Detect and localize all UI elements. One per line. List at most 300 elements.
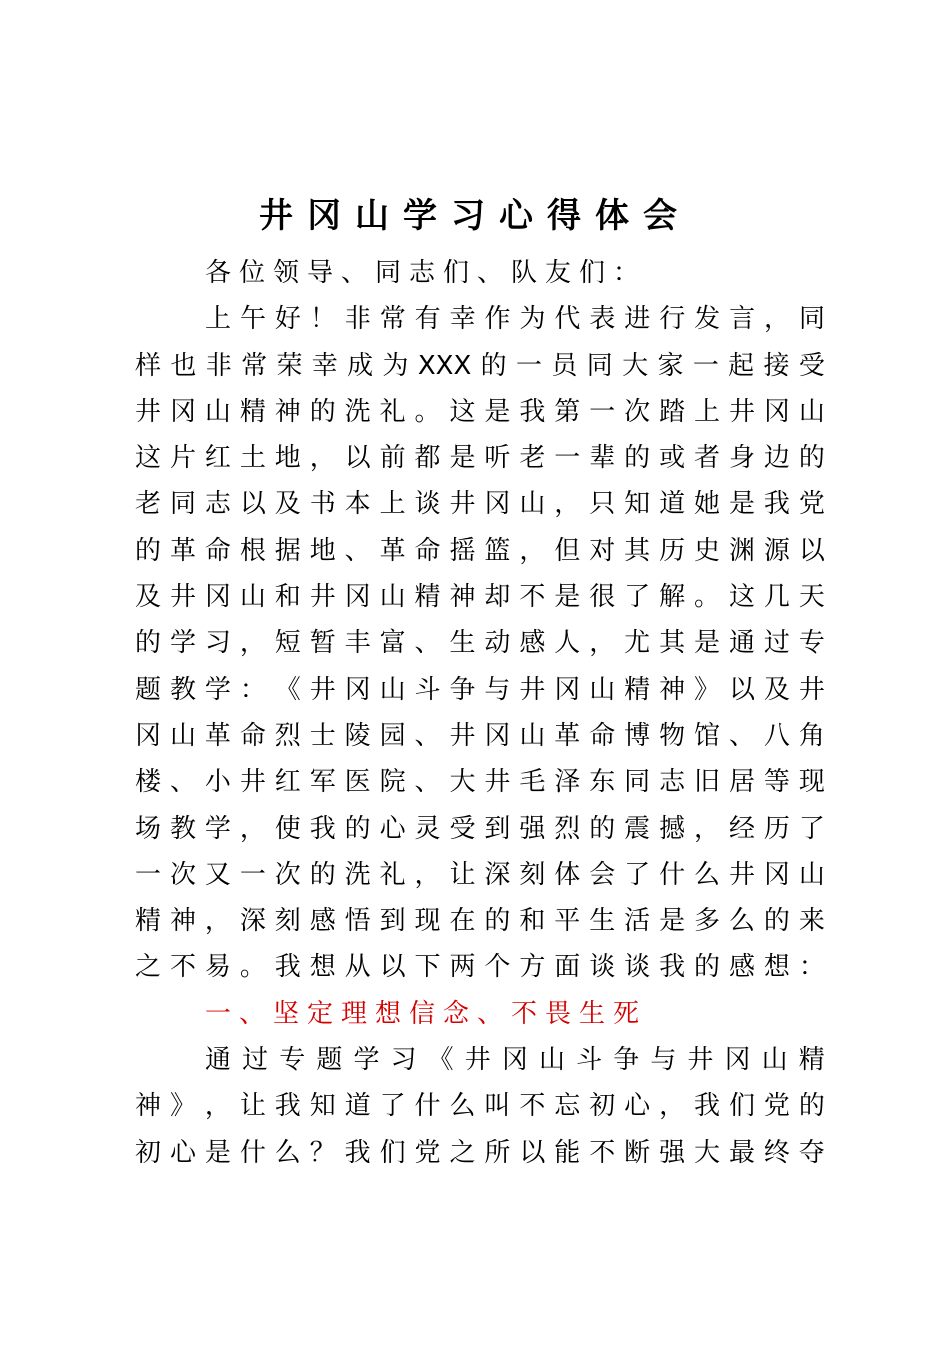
text-char: 神 (274, 396, 301, 427)
text-char: 冈 (484, 720, 511, 751)
text-char: 心 (379, 813, 406, 844)
text-char: 山 (761, 1045, 788, 1076)
text-char: 成 (347, 350, 374, 381)
text-char: 幸 (449, 304, 476, 335)
text-char: 烈 (554, 813, 581, 844)
text-char: 根 (239, 535, 266, 566)
text-char: 行 (659, 304, 686, 335)
text-char: ： (798, 952, 825, 983)
text-char: 烈 (274, 720, 301, 751)
text-char: ， (519, 535, 546, 566)
text-char: 个 (484, 952, 511, 983)
text-char: 等 (763, 767, 790, 798)
text-char: 次 (169, 859, 196, 890)
text-char: 的 (309, 396, 336, 427)
text-char: 物 (659, 720, 686, 751)
text-char: 我 (274, 1091, 301, 1122)
text-char: 以 (379, 952, 406, 983)
text-char: 精 (135, 906, 162, 937)
text-char: 却 (484, 582, 511, 613)
text-char: 边 (763, 443, 790, 474)
text-char: 、 (169, 767, 196, 798)
text-char: 发 (694, 304, 721, 335)
text-char: 不 (169, 952, 196, 983)
text-char: 让 (449, 859, 476, 890)
text-char: 经 (728, 813, 755, 844)
text-char: 习 (204, 628, 231, 659)
text-char: 冈 (554, 674, 581, 705)
text-char: 老 (135, 489, 162, 520)
text-char: 上 (379, 489, 406, 520)
text-char: 不 (519, 582, 546, 613)
text-char: 志 (659, 767, 686, 798)
text-char: 这 (449, 396, 476, 427)
text-char: 的 (798, 443, 825, 474)
text-char: 居 (728, 767, 755, 798)
text-char: 冈 (724, 1045, 751, 1076)
text-char: 忘 (554, 1091, 581, 1122)
text-char: 的 (309, 859, 336, 890)
text-char: 活 (624, 906, 651, 937)
text-char: 角 (798, 720, 825, 751)
text-char: ！ (309, 304, 336, 335)
text-char: 的 (484, 906, 511, 937)
text-char: 很 (589, 582, 616, 613)
text-char: 井 (728, 396, 755, 427)
text-char: 地 (309, 535, 336, 566)
text-char: 同 (169, 489, 196, 520)
text-char: 想 (309, 952, 336, 983)
text-char: 的 (798, 1091, 825, 1122)
text-char: 军 (309, 767, 336, 798)
text-char: 断 (624, 1137, 651, 1168)
text-char: 精 (239, 396, 266, 427)
text-char: 为 (382, 350, 409, 381)
section-paragraph-line (135, 1037, 825, 1083)
text-char: 或 (659, 443, 686, 474)
text-char: 几 (763, 582, 790, 613)
text-char: 丰 (344, 628, 371, 659)
text-char: 是 (449, 443, 476, 474)
text-char: 上 (694, 396, 721, 427)
text-char: 医 (344, 767, 371, 798)
text-char: 知 (309, 1091, 336, 1122)
salutation-line: 各位领导、同志们、队友们： (205, 258, 648, 288)
text-char: 书 (309, 489, 336, 520)
text-char: 的 (344, 813, 371, 844)
text-char: 叫 (484, 1091, 511, 1122)
text-char: 常 (241, 350, 268, 381)
text-char: 样 (135, 350, 162, 381)
paragraph-line (135, 852, 825, 898)
text-char: 山 (204, 396, 231, 427)
paragraph-line (135, 389, 825, 435)
text-char: 强 (519, 813, 546, 844)
paragraph-line (135, 713, 825, 759)
text-char: 及 (135, 582, 162, 613)
text-char: 。 (694, 582, 721, 613)
text-char: 精 (624, 674, 651, 705)
text-char: 初 (589, 1091, 616, 1122)
text-char: 革 (204, 720, 231, 751)
text-char: 争 (613, 1045, 640, 1076)
text-char: 井 (239, 767, 266, 798)
text-char: 我 (344, 1137, 371, 1168)
text-char: 党 (763, 1091, 790, 1122)
text-char: 夺 (798, 1137, 825, 1168)
text-char: 山 (519, 720, 546, 751)
text-char: 一 (239, 859, 266, 890)
text-char: 大 (694, 1137, 721, 1168)
text-char: 平 (554, 906, 581, 937)
text-char: 么 (694, 859, 721, 890)
text-char: 志 (204, 489, 231, 520)
text-char: ， (204, 906, 231, 937)
text-char: 有 (414, 304, 441, 335)
text-char: 非 (205, 350, 232, 381)
text-char: 以 (798, 535, 825, 566)
text-char: 到 (484, 813, 511, 844)
text-char: 地 (274, 443, 301, 474)
text-char: 山 (379, 674, 406, 705)
text-char: 暂 (309, 628, 336, 659)
text-char: 会 (589, 859, 616, 890)
text-char: 与 (650, 1045, 677, 1076)
text-char: 生 (449, 628, 476, 659)
text-char: 易 (204, 952, 231, 983)
text-char: 、 (728, 720, 755, 751)
text-char: 以 (519, 1137, 546, 1168)
text-char: 片 (169, 443, 196, 474)
text-char: 神 (659, 674, 686, 705)
text-char: 也 (170, 350, 197, 381)
text-char: 通 (728, 628, 755, 659)
text-char: 以 (239, 489, 266, 520)
text-char: 大 (449, 767, 476, 798)
text-char: 冈 (344, 582, 371, 613)
text-char: 泽 (554, 767, 581, 798)
text-char: 荣 (276, 350, 303, 381)
text-char: 。 (414, 396, 441, 427)
text-char: 山 (589, 674, 616, 705)
section-heading: 一、坚定理想信念、不畏生死 (205, 998, 648, 1029)
text-char: 了 (624, 582, 651, 613)
text-char: 我 (763, 489, 790, 520)
text-char: 踏 (659, 396, 686, 427)
paragraph-line (135, 898, 825, 944)
text-char: 教 (169, 813, 196, 844)
text-char: 下 (414, 952, 441, 983)
text-char: 神 (135, 1091, 162, 1122)
text-char: 的 (135, 535, 162, 566)
text-char: 谈 (589, 952, 616, 983)
text-char: 冈 (135, 720, 162, 751)
text-char: 悟 (344, 906, 371, 937)
text-char: 学 (353, 1045, 380, 1076)
text-char: ， (309, 443, 336, 474)
text-char: 斗 (576, 1045, 603, 1076)
text-char: 革 (379, 535, 406, 566)
text-char: 道 (659, 489, 686, 520)
paragraph-line (135, 759, 825, 805)
text-char: 对 (589, 535, 616, 566)
text-char: 次 (624, 396, 651, 427)
text-char: 生 (589, 906, 616, 937)
text-char: 党 (798, 489, 825, 520)
text-char: 强 (659, 1137, 686, 1168)
text-char: 八 (763, 720, 790, 751)
text-char: 现 (798, 767, 825, 798)
text-char: 命 (239, 720, 266, 751)
text-char: 身 (728, 443, 755, 474)
text-char: XXX (417, 350, 472, 381)
text-char: 不 (589, 1137, 616, 1168)
text-char: 渊 (728, 535, 755, 566)
text-char: 道 (344, 1091, 371, 1122)
text-char: 与 (484, 674, 511, 705)
text-char: 刻 (519, 859, 546, 890)
section-paragraph-line (135, 1083, 825, 1129)
text-char: 她 (694, 489, 721, 520)
text-char: 上 (205, 304, 232, 335)
text-char: 井 (309, 582, 336, 613)
text-char: 神 (169, 906, 196, 937)
text-char: 代 (554, 304, 581, 335)
text-char: 场 (135, 813, 162, 844)
paragraph-line (135, 944, 825, 990)
text-char: 专 (798, 628, 825, 659)
section-paragraph-line (135, 1130, 825, 1176)
text-char: ， (589, 628, 616, 659)
text-char: 我 (309, 813, 336, 844)
text-char: 革 (169, 535, 196, 566)
text-char: 过 (242, 1045, 269, 1076)
text-char: 冈 (763, 396, 790, 427)
text-char: 据 (274, 535, 301, 566)
text-char: 山 (538, 1045, 565, 1076)
text-char: 陵 (344, 720, 371, 751)
text-char: 命 (589, 720, 616, 751)
text-char: 幸 (311, 350, 338, 381)
text-char: 尤 (624, 628, 651, 659)
text-char: 井 (687, 1045, 714, 1076)
text-char: 么 (728, 906, 755, 937)
text-char: 人 (554, 628, 581, 659)
text-char: 学 (204, 813, 231, 844)
text-char: 么 (274, 1137, 301, 1168)
text-char: 史 (694, 535, 721, 566)
text-char: 终 (763, 1137, 790, 1168)
text-char: 们 (379, 1137, 406, 1168)
text-char: ？ (309, 1137, 336, 1168)
text-char: 一 (516, 350, 543, 381)
text-char: 的 (480, 350, 507, 381)
text-char: 一 (589, 396, 616, 427)
text-char: 员 (551, 350, 578, 381)
text-char: 毛 (519, 767, 546, 798)
text-char: 历 (659, 535, 686, 566)
text-char: 、 (414, 720, 441, 751)
text-char: ， (204, 1091, 231, 1122)
text-char: 的 (135, 628, 162, 659)
text-char: 《 (274, 674, 301, 705)
text-char: 山 (798, 396, 825, 427)
text-char: 教 (169, 674, 196, 705)
text-char: 一 (135, 859, 162, 890)
text-char: 之 (135, 952, 162, 983)
text-char: 楼 (135, 767, 162, 798)
text-char: 老 (519, 443, 546, 474)
text-char: 井 (169, 582, 196, 613)
paragraph-line (135, 574, 825, 620)
text-char: 历 (763, 813, 790, 844)
text-char: 的 (624, 443, 651, 474)
text-char: 的 (589, 813, 616, 844)
paragraph-line (135, 343, 825, 389)
text-char: 从 (344, 952, 371, 983)
text-char: 山 (519, 489, 546, 520)
text-char: 其 (624, 535, 651, 566)
text-char: 午 (239, 304, 266, 335)
text-char: 精 (414, 582, 441, 613)
text-char: 东 (589, 767, 616, 798)
text-char: 以 (728, 674, 755, 705)
text-char: 冈 (169, 396, 196, 427)
text-char: 礼 (379, 396, 406, 427)
text-char: 井 (135, 396, 162, 427)
text-char: 多 (694, 906, 721, 937)
text-char: 了 (624, 859, 651, 890)
paragraph-line (135, 620, 825, 666)
text-char: 一 (692, 350, 719, 381)
text-char: 了 (379, 1091, 406, 1122)
text-char: 冈 (501, 1045, 528, 1076)
text-char: 能 (554, 1137, 581, 1168)
text-char: 专 (279, 1045, 306, 1076)
text-char: 想 (763, 952, 790, 983)
text-char: 馆 (694, 720, 721, 751)
text-char: 辈 (589, 443, 616, 474)
text-char: 常 (379, 304, 406, 335)
text-char: 一 (554, 443, 581, 474)
text-char: 不 (519, 1091, 546, 1122)
text-char: 家 (657, 350, 684, 381)
text-char: 通 (205, 1045, 232, 1076)
text-char: 两 (449, 952, 476, 983)
text-char: 洗 (344, 396, 371, 427)
text-char: 山 (239, 582, 266, 613)
text-char: 同 (586, 350, 613, 381)
text-char: 面 (554, 952, 581, 983)
text-char: 冈 (763, 859, 790, 890)
document-body (135, 250, 825, 1176)
text-char: 命 (204, 535, 231, 566)
paragraph-line (135, 806, 825, 852)
text-char: 井 (728, 859, 755, 890)
text-char: 心 (169, 1137, 196, 1168)
text-char: 撼 (659, 813, 686, 844)
text-char: ， (554, 489, 581, 520)
text-char: 所 (484, 1137, 511, 1168)
text-char: 灵 (414, 813, 441, 844)
text-char: 以 (344, 443, 371, 474)
text-char: 第 (554, 396, 581, 427)
text-char: 和 (274, 582, 301, 613)
text-char: 井 (519, 674, 546, 705)
text-char: 谈 (624, 952, 651, 983)
text-char: 红 (204, 443, 231, 474)
text-char: 神 (449, 582, 476, 613)
paragraph-line (135, 528, 825, 574)
text-char: 深 (239, 906, 266, 937)
text-char: 革 (554, 720, 581, 751)
text-char: 争 (449, 674, 476, 705)
text-char: 、 (414, 767, 441, 798)
document-title: 井冈山学习心得体会 (259, 196, 691, 236)
text-char: 冈 (204, 582, 231, 613)
text-char: 我 (659, 952, 686, 983)
text-char: 解 (659, 582, 686, 613)
text-char: 井 (798, 674, 825, 705)
text-char: ： (239, 674, 266, 705)
text-char: 只 (589, 489, 616, 520)
text-char: 党 (414, 1137, 441, 1168)
text-char: 什 (239, 1137, 266, 1168)
text-char: 什 (414, 1091, 441, 1122)
text-char: 大 (622, 350, 649, 381)
text-char: ， (239, 813, 266, 844)
text-char: 精 (798, 1045, 825, 1076)
text-char: 博 (624, 720, 651, 751)
text-char: 接 (763, 350, 790, 381)
text-char: 过 (763, 628, 790, 659)
text-char: 旧 (694, 767, 721, 798)
text-char: 土 (239, 443, 266, 474)
text-char: 士 (309, 720, 336, 751)
text-char: 是 (484, 396, 511, 427)
text-char: 好 (274, 304, 301, 335)
text-char: 什 (659, 859, 686, 890)
paragraph-line (135, 481, 825, 527)
text-char: 井 (449, 720, 476, 751)
text-char: 是 (659, 906, 686, 937)
text-char: 之 (449, 1137, 476, 1168)
text-char: 同 (624, 767, 651, 798)
text-char: 表 (589, 304, 616, 335)
text-char: 来 (798, 906, 825, 937)
text-char: 。 (239, 952, 266, 983)
text-char: 进 (624, 304, 651, 335)
text-char: 让 (239, 1091, 266, 1122)
text-char: 为 (519, 304, 546, 335)
text-char: 井 (309, 674, 336, 705)
text-char: 我 (694, 1091, 721, 1122)
text-char: 富 (379, 628, 406, 659)
text-char: 》 (694, 674, 721, 705)
text-char: 非 (344, 304, 371, 335)
text-char: 心 (624, 1091, 651, 1122)
text-char: 么 (449, 1091, 476, 1122)
text-char: 井 (484, 767, 511, 798)
text-char: 我 (519, 396, 546, 427)
text-char: 天 (798, 582, 825, 613)
text-char: 摇 (449, 535, 476, 566)
text-char: 动 (484, 628, 511, 659)
text-char: ， (764, 304, 791, 335)
text-char: 最 (728, 1137, 755, 1168)
text-char: 方 (519, 952, 546, 983)
text-char: 刻 (274, 906, 301, 937)
